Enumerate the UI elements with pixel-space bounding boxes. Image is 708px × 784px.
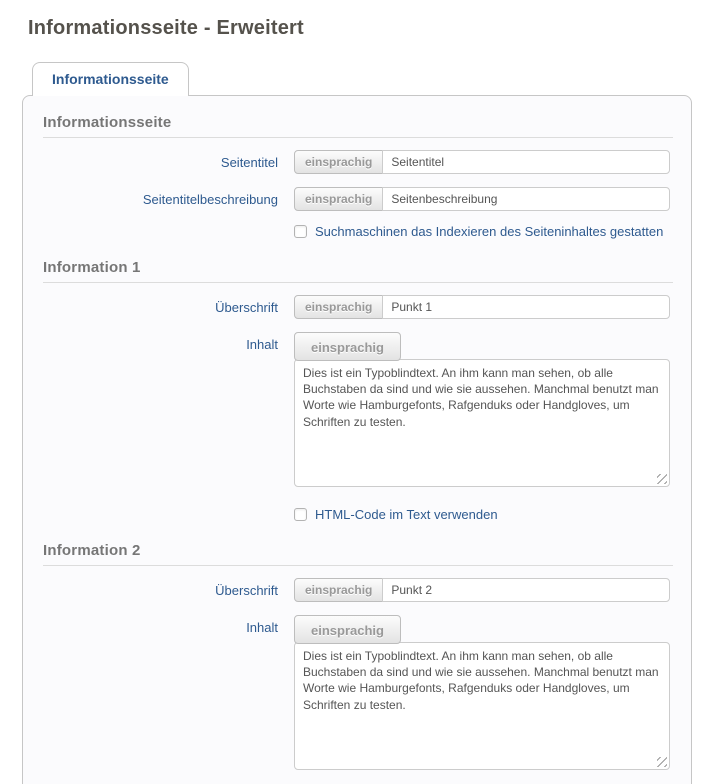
tab-strip bbox=[32, 62, 708, 96]
input-group bbox=[294, 295, 670, 319]
textarea-wrap bbox=[294, 359, 670, 487]
input-group bbox=[294, 150, 670, 174]
field-label: Seitentitelbeschreibung bbox=[142, 192, 278, 207]
fieldset-divider bbox=[43, 137, 673, 138]
form-row-inhalt-1 bbox=[43, 332, 673, 487]
fieldset-informationsseite bbox=[43, 114, 673, 239]
language-toggle-button[interactable]: einsprachig bbox=[294, 332, 401, 361]
language-toggle-button[interactable]: einsprachig bbox=[294, 615, 401, 644]
form-row-seitentitelbeschreibung bbox=[43, 187, 673, 211]
form-row-indexing bbox=[294, 224, 673, 239]
field-label: Inhalt bbox=[246, 337, 278, 352]
fieldset-divider bbox=[43, 282, 673, 283]
field-label: Überschrift bbox=[215, 583, 278, 598]
seitentitelbeschreibung-input[interactable] bbox=[382, 187, 670, 211]
form-row-seitentitel bbox=[43, 150, 673, 174]
language-toggle-button[interactable]: einsprachig bbox=[294, 578, 383, 602]
seitentitel-input[interactable] bbox=[382, 150, 670, 174]
info1-inhalt-textarea[interactable] bbox=[294, 359, 670, 487]
language-toggle-button[interactable]: einsprachig bbox=[294, 187, 383, 211]
page-title: Informationsseite - Erweitert bbox=[28, 17, 304, 39]
index-checkbox[interactable] bbox=[294, 225, 307, 238]
info1-ueberschrift-input[interactable] bbox=[382, 295, 670, 319]
html-code-checkbox-label[interactable]: HTML-Code im Text verwenden bbox=[315, 507, 498, 522]
form-row-htmlcode bbox=[294, 507, 673, 522]
input-group bbox=[294, 578, 670, 602]
html-code-checkbox[interactable] bbox=[294, 508, 307, 521]
form-row-ueberschrift-1 bbox=[43, 295, 673, 319]
fieldset-divider bbox=[43, 565, 673, 566]
index-checkbox-label[interactable]: Suchmaschinen das Indexieren des Seiteninhaltes gestatten bbox=[315, 224, 664, 239]
language-toggle-button[interactable]: einsprachig bbox=[294, 295, 383, 319]
textarea-group bbox=[294, 615, 670, 770]
info2-inhalt-textarea[interactable] bbox=[294, 642, 670, 770]
textarea-wrap bbox=[294, 642, 670, 770]
fieldset-heading: Informationsseite bbox=[43, 114, 172, 131]
form-row-inhalt-2 bbox=[43, 615, 673, 770]
info2-ueberschrift-input[interactable] bbox=[382, 578, 670, 602]
language-toggle-button[interactable]: einsprachig bbox=[294, 150, 383, 174]
fieldset-heading: Information 2 bbox=[43, 542, 141, 559]
resize-grip-icon[interactable] bbox=[657, 757, 667, 767]
resize-grip-icon[interactable] bbox=[657, 474, 667, 484]
form-row-ueberschrift-2 bbox=[43, 578, 673, 602]
fieldset-heading: Information 1 bbox=[43, 259, 141, 276]
field-label: Inhalt bbox=[246, 620, 278, 635]
textarea-group bbox=[294, 332, 670, 487]
input-group bbox=[294, 187, 670, 211]
form-panel bbox=[22, 95, 692, 784]
fieldset-information-2 bbox=[43, 542, 673, 770]
fieldset-information-1 bbox=[43, 259, 673, 522]
field-label: Seitentitel bbox=[220, 155, 278, 170]
field-label: Überschrift bbox=[215, 300, 278, 315]
tab-informationsseite[interactable]: Informationsseite bbox=[32, 62, 189, 96]
